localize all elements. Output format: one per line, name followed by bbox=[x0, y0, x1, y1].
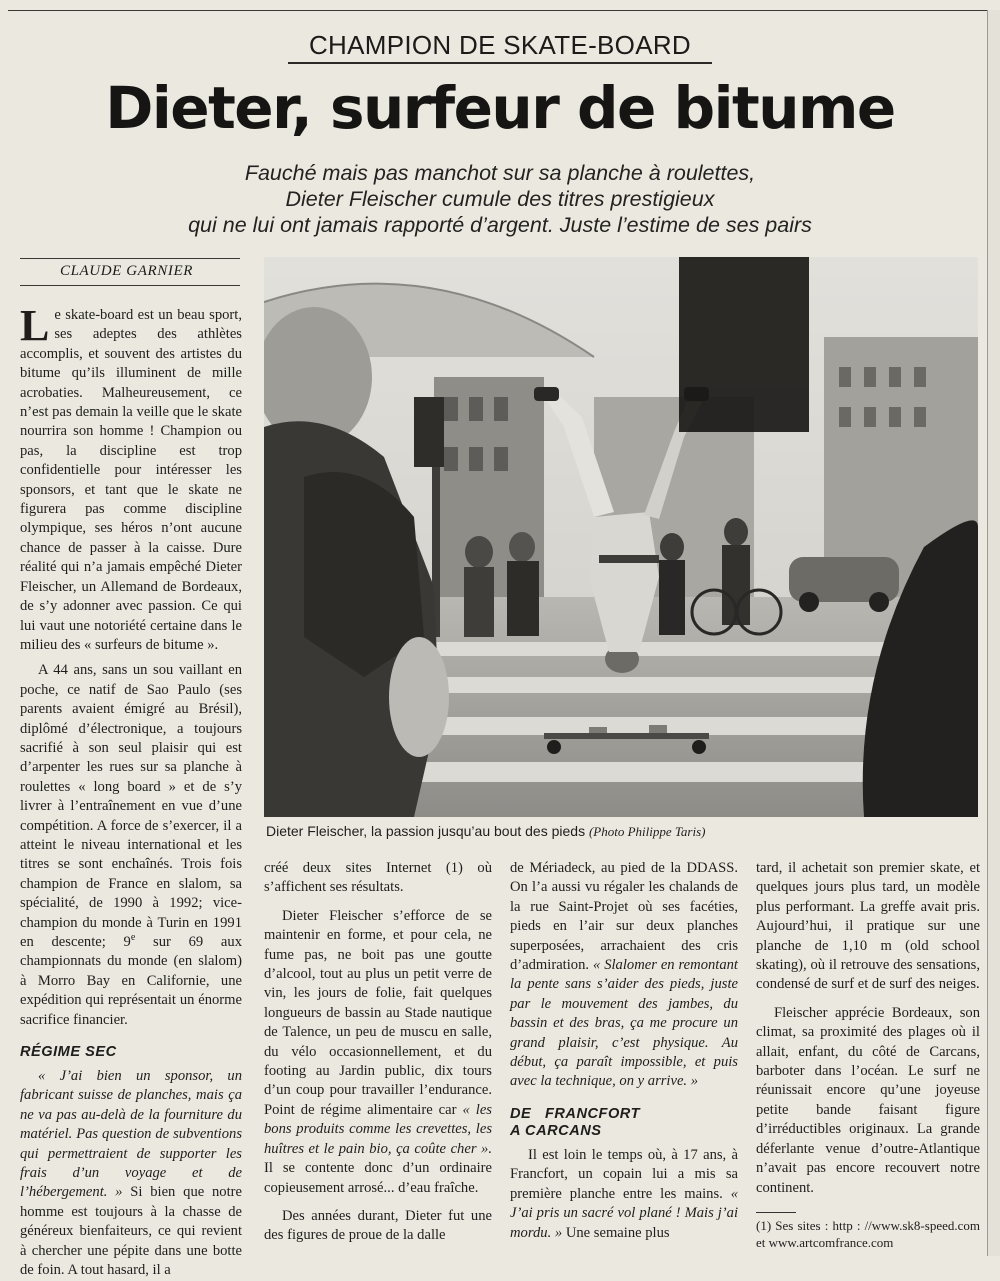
kicker: CHAMPION DE SKATE-BOARD bbox=[288, 30, 712, 64]
paragraph-text: Si bien que notre homme est toujours à la chasse de généreux bienfaiteurs, ce qui revient à chercher une pépite dans une botte de foin. A tout hasard, il a bbox=[20, 1184, 242, 1279]
quote: « les bons produits comme les crevettes, les huîtres et le pain bio, ça coûte cher ». bbox=[264, 1101, 492, 1157]
paragraph-text: sur 69 aux championnats du monde (en slalom) à Morro Bay en Californie, une expédition qui représentait un énorme sacrifice financier. bbox=[20, 934, 242, 1028]
footnote-rule bbox=[756, 1212, 796, 1213]
page-edge bbox=[987, 10, 1000, 1256]
caption-text: Dieter Fleischer, la passion jusqu’au bout des pieds bbox=[266, 823, 586, 839]
skater-handstand-photo bbox=[264, 257, 978, 817]
paragraph bbox=[510, 1146, 738, 1243]
paragraph: tard, il achetait son premier skate, et quelques jours plus tard, un modèle plus performant. La greffe avait pris. Aujourd’hui, il pratique sur une planche de 1,10 m (old school skating), où il retrouve des sensations, condensé de surf et de surf des neiges. bbox=[756, 860, 980, 993]
dek bbox=[80, 160, 920, 238]
subhead: DE FRANCFORT A CARCANS bbox=[510, 1105, 640, 1139]
byline: CLAUDE GARNIER bbox=[20, 258, 240, 286]
article-photo bbox=[264, 257, 978, 817]
headline: Dieter, surfeur de bitume bbox=[105, 74, 895, 142]
photo-credit: (Photo Philippe Taris) bbox=[588, 824, 706, 839]
paragraph-text: Une semaine plus bbox=[562, 1224, 670, 1241]
paragraph bbox=[20, 661, 242, 1030]
paragraph-text: Il se contente donc d’un ordinaire copieusement arrosé... d’eau fraîche. bbox=[264, 1160, 492, 1196]
paragraph: Des années durant, Dieter fut une des figures de proue de la dalle bbox=[264, 1207, 492, 1244]
paragraph bbox=[20, 301, 242, 655]
paragraph-text: Il est loin le temps où, à 17 ans, à Francfort, un copain lui a mis sa première planche entre les mains. bbox=[510, 1146, 738, 1202]
article-column-3 bbox=[510, 859, 738, 1243]
quote: « J’ai bien un sponsor, un fabricant suisse de planches, mais ça ne va pas au-delà de la fourniture du matériel. Pas question de subventions qui permettraient de supporter les frais d’un voyage et de l’hébergement. » bbox=[20, 1068, 242, 1201]
paragraph bbox=[510, 859, 738, 1092]
paragraph-text: Dieter Fleischer s’efforce de se maintenir en forme, et pour cela, ne fume pas, ne boit pas une goutte d’alcool, tout au plus un petit verre de vin, les jours de folie, fait quelques longueurs de bassin au Stade nautique de Talence, un peu de muscu en salle, du vélo occasionnellement, et du footing au Jardin public, dix tours d’un coup pour travailler l’endurance. Point de régime alimentaire car bbox=[264, 907, 492, 1118]
paragraph: créé deux sites Internet (1) où s’affichent ses résultats. bbox=[264, 860, 492, 896]
dek-line: qui ne lui ont jamais rapporté d’argent. Juste l’estime de ses pairs bbox=[188, 213, 812, 237]
article-column-2 bbox=[264, 859, 492, 1246]
photo-caption bbox=[266, 823, 978, 840]
footnote: (1) Ses sites : http : //www.sk8-speed.com et www.artcomfrance.com bbox=[756, 1217, 980, 1250]
top-rule bbox=[8, 10, 992, 11]
paragraph bbox=[264, 907, 492, 1198]
superscript: e bbox=[130, 932, 136, 944]
paragraph-text: A 44 ans, sans un sou vaillant en poche, ce natif de Sao Paulo (ses parents avaient émigré au Brésil), diplômé d’électronique, a toujours sacrifié à son seul plaisir qui est d’arpenter les rues sur sa planche à roulettes « long board » et de s’y livrer à l’entraînement en vue d’une compétition. A force de s’exercer, il a atteint le niveau international et les titres se sont enchaînés. Trois fois champion de France en slalom, sa spécialité, de 1990 à 1992; vice-champion du monde à Turin en 1991 en descente; 9 bbox=[20, 662, 242, 950]
quote: « Slalomer en remontant la pente sans s’aider des pieds, juste par le mouvement des jambes, du bassin et des bras, ça me procure un grand plaisir, c’est physique. Au début, ça paraît impossible, et puis avec la technique, on y arrive. » bbox=[510, 957, 738, 1090]
paragraph-text: e skate-board est un beau sport, ses adeptes des athlètes accomplis, et souvent des artistes du bitume qu’ils illuminent de mille acrobaties. Malheureusement, ce n’est pas demain la veille que le skate nourrira son homme ! Champion ou pas, la discipline est trop confidentielle pour intéresser les sponsors, et tant que le skate ne figurera pas comme discipline olympique, ses héros n’ont aucune chance de passer à la caisse. Dure réalité qui n’a jamais empêché Dieter Fleischer, un Allemand de Bordeaux, de s’y adonner avec passion. Ce qui lui vaut une notoriété certaine dans le milieu des « surfeurs de bitume ». bbox=[20, 307, 242, 653]
paragraph bbox=[20, 1067, 242, 1280]
drop-cap: L bbox=[20, 301, 50, 350]
subhead: RÉGIME SEC bbox=[20, 1044, 117, 1061]
quote: « J’ai pris un sacré vol plané ! Mais j’ai mordu. » bbox=[510, 1185, 738, 1241]
dek-line: Fauché mais pas manchot sur sa planche à roulettes, bbox=[244, 161, 756, 185]
paragraph-text: de Mériadeck, au pied de la DDASS. On l’a aussi vu régaler les chalands de la rue Saint-Projet où ses facéties, pieds en l’air sur deux planches superposées, arrachaient des cris d’admiration. bbox=[510, 860, 738, 974]
article-column-4 bbox=[756, 859, 980, 1251]
dek-line: Dieter Fleischer cumule des titres prestigieux bbox=[285, 187, 715, 211]
paragraph: Fleischer apprécie Bordeaux, son climat, sa proximité des plages où il allait, enfant, du côté de Carcans, barboter dans l’océan. Le surf ne réunissait encore qu’une joyeuse petite bande faisant figure d’irréductibles originaux. La grande déferlante venue d’outre-Atlantique n’avait pas encore recouvert notre continent. bbox=[756, 1004, 980, 1196]
article-column-1 bbox=[20, 301, 242, 1281]
